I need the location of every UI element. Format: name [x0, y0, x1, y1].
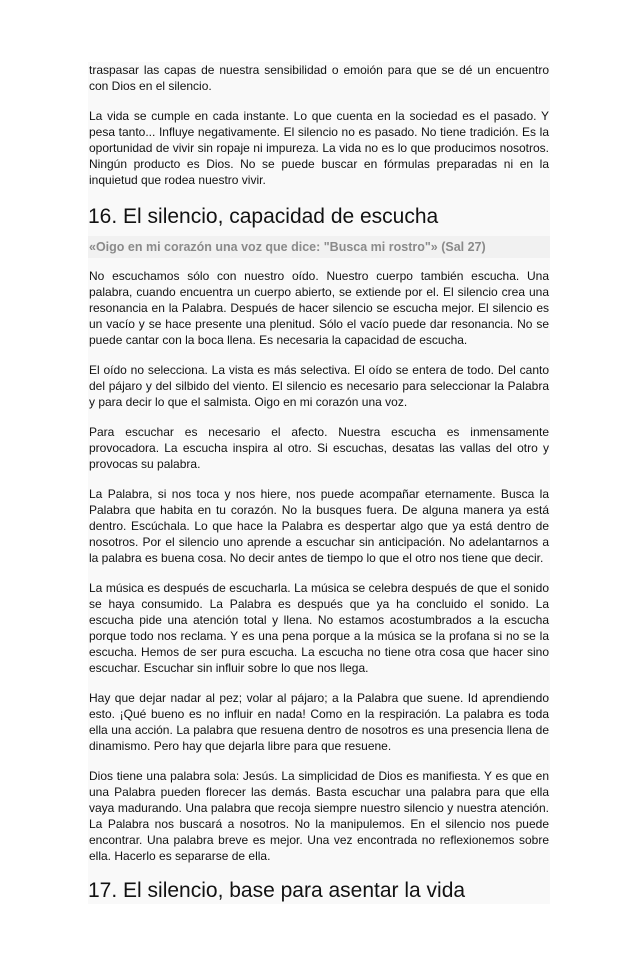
section-heading-17: 17. El silencio, base para asentar la vida	[88, 879, 466, 902]
section-quote: «Oigo en mi corazón una voz que dice: "Busca mi rostro"» (Sal 27)	[88, 236, 550, 258]
paragraph: Dios tiene una palabra sola: Jesús. La simplicidad de Dios es manifiesta. Y es que en una Palabra pueden florecer las demás. Basta escuchar una palabra para que ella vaya madurando. Una palabra que recoja siempre nuestro silencio y nuestra atención. La Palabra nos buscará a nosotros. No la manipulemos. En el silencio nos puede encontrar. Una palabra breve es mejor. Una vez encontrada no reflexionemos sobre ella. Hacerlo es separarse de ella.	[89, 769, 549, 863]
paragraph: La Palabra, si nos toca y nos hiere, nos puede acompañar eternamente. Busca la Palabra que habita en tu corazón. No la busques fuera. De alguna manera ya está dentro. Escúchala. Lo que hace la Palabra es despertar algo que ya está dentro de nosotros. Por el silencio uno aprende a escuchar sin anticipación. No adelantarnos a la palabra es buena cosa. No decir antes de tiempo lo que el otro nos tiene que decir.	[89, 487, 549, 565]
paragraph: La vida se cumple en cada instante. Lo que cuenta en la sociedad es el pasado. Y pesa tanto... Influye negativamente. El silencio no es pasado. No tiene tradición. Es la oportunidad de vivir sin ropaje ni impureza. La vida no es lo que producimos nosotros. Ningún producto es Dios. No se puede buscar en fórmulas preparadas ni en la inquietud que rodea nuestro vivir.	[89, 109, 549, 187]
paragraph: Hay que dejar nadar al pez; volar al pájaro; a la Palabra que suene. Id aprendiendo esto. ¡Qué bueno es no influir en nada! Como en la respiración. La palabra es toda ella una acción. La palabra que resuena dentro de nosotros es una presencia llena de dinamismo. Pero hay que dejarla libre para que resuene.	[89, 691, 549, 753]
paragraph: La música es después de escucharla. La música se celebra después de que el sonido se haya consumido. La Palabra es después que ya ha concluido el sonido. La escucha pide una atención total y llena. No estamos acostumbrados a la escucha porque todo nos reclama. Y es una pena porque a la música se la profana si no se la escucha. Hemos de ser pura escucha. La escucha no tiene otra cosa que hacer sino escuchar. Escuchar sin influir sobre lo que nos llega.	[89, 581, 549, 675]
paragraph: Para escuchar es necesario el afecto. Nuestra escucha es inmensamente provocadora. La escucha inspira al otro. Si escuchas, desatas las vallas del otro y provocas su palabra.	[89, 425, 549, 471]
paragraph: El oído no selecciona. La vista es más selectiva. El oído se entera de todo. Del canto del pájaro y del silbido del viento. El silencio es necesario para seleccionar la Palabra y para decir lo que el salmista. Oigo en mi corazón una voz.	[89, 363, 549, 409]
paragraph: No escuchamos sólo con nuestro oído. Nuestro cuerpo también escucha. Una palabra, cuando encuentra un cuerpo abierto, se extiende por el. El silencio crea una resonancia en la Palabra. Después de hacer silencio se escucha mejor. El silencio es un vacío y se hace presente una plenitud. Sólo el vacío puede dar resonancia. No se puede cantar con la boca llena. Es necesaria la capacidad de escucha.	[89, 269, 549, 347]
paragraph: traspasar las capas de nuestra sensibilidad o emoión para que se dé un encuentro con Dios en el silencio.	[89, 63, 549, 93]
section-heading-16: 16. El silencio, capacidad de escucha	[88, 205, 439, 228]
intro-section	[88, 62, 550, 188]
section-16-body	[88, 268, 550, 864]
document-page	[88, 62, 550, 904]
